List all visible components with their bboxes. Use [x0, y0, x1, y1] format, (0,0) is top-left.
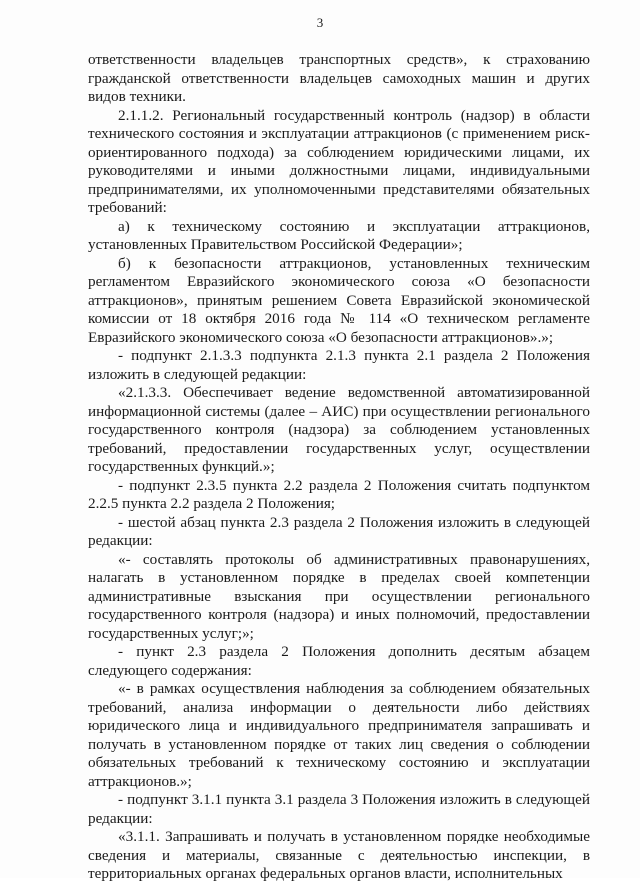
- paragraph: - подпункт 2.3.5 пункта 2.2 раздела 2 Положения считать подпунктом 2.2.5 пункта 2.2 раздела 2 Положения;: [88, 476, 590, 512]
- page-number: 3: [316, 15, 324, 30]
- paragraph: «- в рамках осуществления наблюдения за соблюдением обязательных требований, анализа информации о деятельности либо действиях юридического лица и индивидуального предпринимателя запрашивать и получать в установленном порядке от таких лиц сведения о соблюдении обязательных требований к техническому состоянию и эксплуатации аттракционов.»;: [88, 680, 590, 790]
- paragraph: а) к техническому состоянию и эксплуатации аттракционов, установленных Правительством Российской Федерации»;: [88, 217, 590, 253]
- paragraph: б) к безопасности аттракционов, установленных техническим регламентом Евразийского экономического союза «О безопасности аттракционов», принятым решением Совета Евразийской экономической комиссии от 18 октября 2016 года № 114 «О техническом регламенте Евразийского экономического союза «О безопасности аттракционов».»;: [88, 254, 590, 346]
- paragraph: - подпункт 2.1.3.3 подпункта 2.1.3 пункта 2.1 раздела 2 Положения изложить в следующей редакции:: [88, 347, 590, 383]
- paragraph: «3.1.1. Запрашивать и получать в установленном порядке необходимые сведения и материалы, связанные с деятельностью инспекции, в территориальных органах федеральных органов власти, исполнительных: [88, 828, 590, 882]
- paragraph: 2.1.1.2. Региональный государственный контроль (надзор) в области технического состояния и эксплуатации аттракционов (с применением риск-ориентированного подхода) за соблюдением юридическими лицами, их руководителями и иными должностными лицами, индивидуальными предпринимателями, их уполномоченными представителями обязательных требований:: [88, 106, 590, 216]
- document-body: [88, 51, 590, 884]
- paragraph: - пункт 2.3 раздела 2 Положения дополнить десятым абзацем следующего содержания:: [88, 643, 590, 679]
- paragraph: ответственности владельцев транспортных средств», к страхованию гражданской ответственности владельцев самоходных машин и других видов техники.: [88, 51, 590, 105]
- paragraph: «2.1.3.3. Обеспечивает ведение ведомственной автоматизированной информационной системы (далее – АИС) при осуществлении регионального государственного контроля (надзора) за соблюдением установленных требований, предоставлении государственных услуг, осуществлении государственных функций.»;: [88, 384, 590, 475]
- paragraph: «- составлять протоколы об административных правонарушениях, налагать в установленном порядке в пределах своей компетенции административные взыскания при осуществлении регионального государственного контроля (надзора) и иных полномочий, предоставлении государственных услуг;»;: [88, 550, 590, 642]
- paragraph: - подпункт 3.1.1 пункта 3.1 раздела 3 Положения изложить в следующей редакции:: [88, 791, 590, 827]
- paragraph: - шестой абзац пункта 2.3 раздела 2 Положения изложить в следующей редакции:: [88, 513, 590, 549]
